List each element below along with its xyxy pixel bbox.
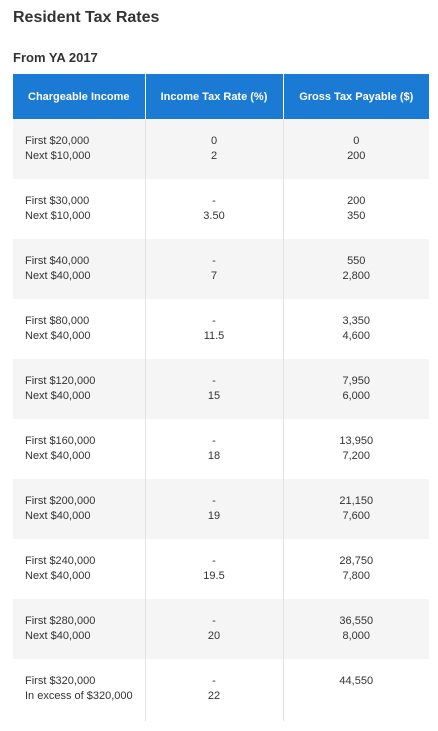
income-cell [13,359,145,419]
tax-rates-table [13,74,429,721]
payable-cell [283,419,429,479]
table-row [13,419,429,479]
income-cell-line: Next $40,000 [25,570,91,582]
rate-cell-line: 11.5 [203,330,225,342]
rate-cell [145,419,283,479]
payable-cell [283,659,429,721]
page-subtitle: From YA 2017 [13,50,98,65]
rate-cell-line: - [212,495,216,507]
payable-cell-line: 7,200 [342,450,371,462]
rate-cell-line: - [212,675,216,687]
income-cell-line: First $280,000 [25,615,96,627]
rate-cell-line: 2 [210,150,218,162]
payable-cell-line: 13,950 [339,435,374,447]
payable-cell [283,179,429,239]
rate-cell-line: - [212,195,216,207]
rate-cell [145,659,283,721]
payable-cell [283,239,429,299]
payable-cell-line: 28,750 [339,555,374,567]
income-cell [13,239,145,299]
rate-cell-line: 0 [210,135,218,147]
payable-cell-line: 0 [353,135,360,147]
rate-cell-line: 3.50 [203,210,225,222]
income-cell [13,119,145,179]
income-cell [13,479,145,539]
income-cell [13,419,145,479]
table-row [13,599,429,659]
rate-cell-line: 20 [207,630,221,642]
income-cell [13,539,145,599]
rate-cell-line: - [212,315,216,327]
rate-cell-line: - [212,555,216,567]
payable-cell-line: 2,800 [342,270,371,282]
payable-cell-line: 350 [347,210,366,222]
column-header-gross-tax-payable: Gross Tax Payable ($) [283,74,429,119]
income-cell-line: Next $10,000 [25,150,91,162]
table-row [13,299,429,359]
payable-cell-line: 200 [347,150,366,162]
rate-cell-line: 15 [207,390,221,402]
payable-cell [283,119,429,179]
income-cell-line: First $200,000 [25,495,96,507]
income-cell-line: First $40,000 [25,255,90,267]
payable-cell-line: 36,550 [339,615,374,627]
income-cell [13,599,145,659]
income-cell-line: First $120,000 [25,375,96,387]
page-title: Resident Tax Rates [13,9,160,26]
income-cell-line: First $160,000 [25,435,96,447]
table-row [13,659,429,721]
rate-cell-line: - [212,255,216,267]
income-cell-line: First $240,000 [25,555,96,567]
column-header-chargeable-income: Chargeable Income [13,74,145,119]
payable-cell-line [284,689,430,704]
income-cell [13,179,145,239]
table-row [13,359,429,419]
rate-cell-line: - [212,615,216,627]
payable-cell-line: 3,350 [342,315,371,327]
column-header-income-tax-rate: Income Tax Rate (%) [145,74,283,119]
rate-cell [145,239,283,299]
payable-cell-line: 200 [347,195,366,207]
payable-cell-line: 550 [347,255,366,267]
income-cell-line: First $30,000 [25,195,90,207]
rate-cell [145,599,283,659]
table-row [13,239,429,299]
income-cell-line: Next $40,000 [25,450,91,462]
rate-cell [145,359,283,419]
income-cell-line: Next $40,000 [25,510,91,522]
rate-cell [145,179,283,239]
header-row [13,74,429,119]
rate-cell [145,119,283,179]
income-cell-line: Next $40,000 [25,270,91,282]
income-cell-line: Next $40,000 [25,630,91,642]
payable-cell-line: 8,000 [342,630,371,642]
payable-cell [283,479,429,539]
rate-cell-line: 18 [207,450,221,462]
income-cell-line: Next $40,000 [25,330,91,342]
rate-cell-line: 22 [207,690,221,702]
payable-cell [283,299,429,359]
rate-cell [145,479,283,539]
payable-cell-line: 21,150 [339,495,374,507]
table-body [13,119,429,721]
income-cell-line: Next $40,000 [25,390,91,402]
income-cell-line: First $20,000 [25,135,90,147]
income-cell [13,299,145,359]
payable-cell-line: 7,950 [342,375,371,387]
table-row [13,479,429,539]
payable-cell-line: 7,600 [342,510,371,522]
table-row [13,539,429,599]
payable-cell-line: 7,800 [342,570,371,582]
income-cell-line: First $320,000 [25,675,96,687]
payable-cell-line: 44,550 [339,675,374,687]
table-header [13,74,429,119]
income-cell-line: Next $10,000 [25,210,91,222]
table-row [13,179,429,239]
payable-cell [283,359,429,419]
income-cell-line: In excess of $320,000 [25,690,133,702]
income-cell-line: First $80,000 [25,315,90,327]
rate-cell-line: - [212,375,216,387]
rate-cell [145,299,283,359]
rate-cell-line: - [212,435,216,447]
payable-cell-line: 6,000 [342,390,371,402]
payable-cell-line: 4,600 [342,330,371,342]
table-row [13,119,429,179]
payable-cell [283,539,429,599]
rate-cell-line: 7 [210,270,218,282]
rate-cell-line: 19 [207,510,221,522]
payable-cell [283,599,429,659]
rate-cell [145,539,283,599]
rate-cell-line: 19.5 [203,570,225,582]
income-cell [13,659,145,721]
